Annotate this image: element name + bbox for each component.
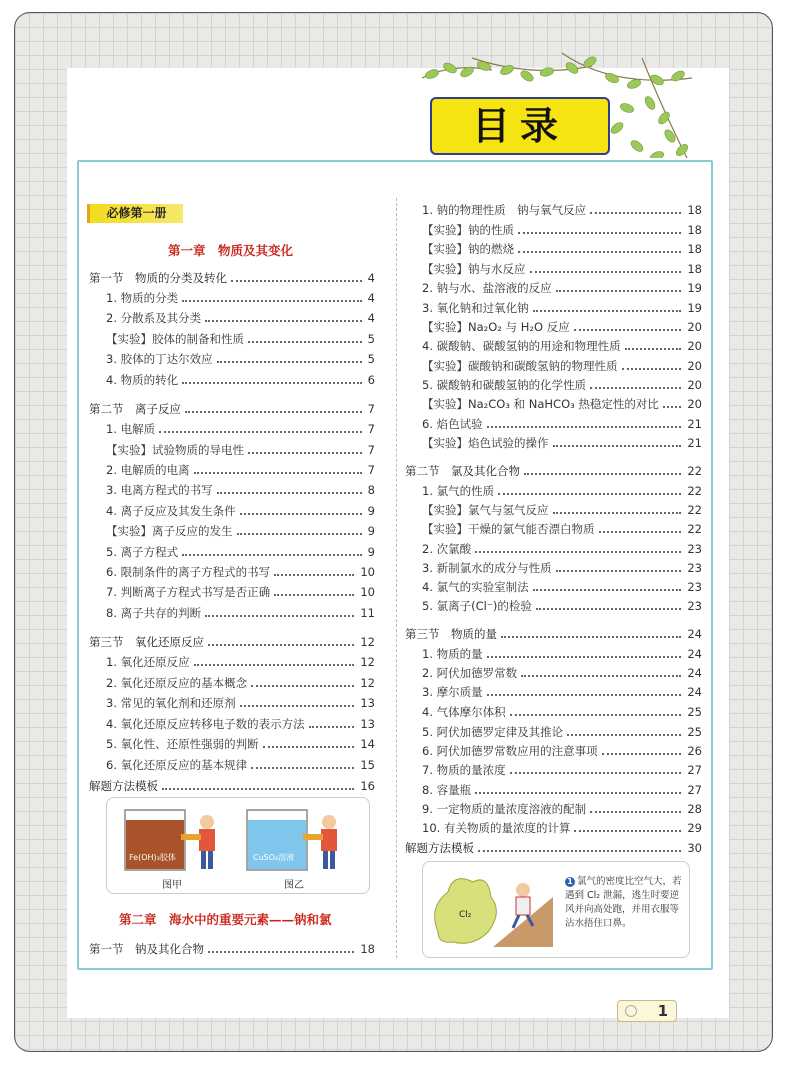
toc-row-label: 5. 氯离子(Cl⁻)的检验 (422, 599, 532, 613)
toc-row-page: 24 (687, 666, 702, 680)
toc-row-page: 4 (367, 291, 375, 305)
toc-row-page: 26 (687, 744, 702, 758)
toc-row-page: 21 (687, 436, 702, 450)
toc-row[interactable] (422, 541, 702, 557)
toc-row-label: 1. 物质的量 (422, 647, 483, 661)
toc-row-page: 18 (687, 242, 702, 256)
toc-row[interactable] (422, 665, 702, 681)
leader-dots (159, 431, 362, 433)
toc-row-label: 10. 有关物质的量浓度的计算 (422, 821, 571, 835)
toc-row[interactable] (106, 503, 375, 519)
toc-row-label: 5. 氧化性、还原性强弱的判断 (106, 737, 259, 751)
toc-row-label: 【实验】试验物质的导电性 (106, 443, 244, 457)
toc-row-page: 24 (687, 627, 702, 641)
leader-dots (205, 320, 362, 322)
toc-row-label: 5. 离子方程式 (106, 545, 179, 559)
leader-dots (240, 513, 362, 515)
toc-row-label: 【实验】钠与水反应 (422, 262, 526, 276)
leader-dots (237, 533, 362, 535)
toc-row[interactable] (106, 564, 375, 580)
toc-row-page: 23 (687, 599, 702, 613)
toc-row-label: 4. 离子反应及其发生条件 (106, 504, 236, 518)
leader-dots (182, 554, 362, 556)
figure-caption-a: 图甲 (162, 880, 182, 891)
toc-row[interactable] (106, 523, 375, 539)
toc-row-label: 1. 氧化还原反应 (106, 655, 190, 669)
toc-row-label: 2. 电解质的电离 (106, 463, 190, 477)
toc-row-page: 24 (687, 647, 702, 661)
toc-row[interactable] (422, 502, 702, 518)
toc-row-page: 24 (687, 685, 702, 699)
book-label: 必修第一册 (87, 204, 183, 223)
toc-row-label: 2. 氧化还原反应的基本概念 (106, 676, 248, 690)
toc-row[interactable] (106, 372, 375, 388)
leader-dots (194, 472, 362, 474)
chlorine-note (565, 875, 685, 931)
chapter-2-heading: 第二章 海水中的重要元素——钠和氯 (119, 912, 332, 927)
toc-row[interactable] (89, 401, 375, 417)
chapter-1-heading: 第一章 物质及其变化 (168, 243, 294, 258)
toc-row[interactable] (422, 762, 702, 778)
leader-dots (518, 232, 681, 234)
leader-dots (567, 734, 681, 736)
toc-row-page: 22 (687, 522, 702, 536)
toc-row-page: 10 (360, 585, 375, 599)
toc-row-label: 【实验】胶体的制备和性质 (106, 332, 244, 346)
leader-dots (536, 608, 681, 610)
toc-row-page: 20 (687, 378, 702, 392)
toc-row-label: 1. 电解质 (106, 422, 156, 436)
toc-row[interactable] (422, 202, 702, 218)
toc-row-label: 8. 离子共存的判断 (106, 606, 202, 620)
leader-dots (478, 850, 681, 852)
toc-row[interactable] (422, 483, 702, 499)
toc-row[interactable] (106, 736, 375, 752)
toc-row-page: 12 (360, 655, 375, 669)
toc-row[interactable] (106, 421, 375, 437)
toc-row-label: 【实验】干燥的氯气能否漂白物质 (422, 522, 595, 536)
toc-row[interactable] (422, 358, 702, 374)
chlorine-tip-figure (422, 861, 690, 958)
leader-dots (599, 531, 682, 533)
gas-label: Cl₂ (459, 910, 472, 920)
leader-dots (510, 772, 682, 774)
toc-row-page: 28 (687, 802, 702, 816)
toc-row[interactable] (405, 840, 702, 856)
toc-row-page: 27 (687, 763, 702, 777)
leader-dots (251, 767, 354, 769)
toc-row-label: 解题方法模板 (89, 779, 158, 793)
leader-dots (498, 493, 681, 495)
leader-dots (309, 726, 355, 728)
toc-row-label: 第三节 物质的量 (405, 627, 497, 641)
toc-row-label: 8. 容量瓶 (422, 783, 472, 797)
toc-row-label: 6. 限制条件的离子方程式的书写 (106, 565, 271, 579)
leader-dots (590, 387, 681, 389)
toc-row-page: 23 (687, 542, 702, 556)
leader-dots (590, 212, 681, 214)
toc-row[interactable] (422, 280, 702, 296)
beaker-b-label: CuSO₄溶液 (253, 853, 295, 862)
toc-row-page: 7 (367, 443, 375, 457)
toc-row[interactable] (106, 331, 375, 347)
leader-dots (487, 426, 682, 428)
toc-row-label: 3. 电离方程式的书写 (106, 483, 213, 497)
leader-dots (521, 675, 681, 677)
toc-row-label: 6. 焰色试验 (422, 417, 483, 431)
toc-row-page: 27 (687, 783, 702, 797)
toc-row[interactable] (422, 782, 702, 798)
chlorine-escape-illustration-icon (423, 862, 563, 957)
toc-row-label: 7. 判断离子方程式书写是否正确 (106, 585, 271, 599)
toc-row-label: 5. 碳酸钠和碳酸氢钠的化学性质 (422, 378, 587, 392)
leader-dots (251, 685, 354, 687)
leader-dots (487, 694, 682, 696)
toc-row-label: 1. 氯气的性质 (422, 484, 495, 498)
toc-row-label: 【实验】Na₂O₂ 与 H₂O 反应 (422, 320, 570, 334)
toc-row-label: 2. 钠与水、盐溶液的反应 (422, 281, 552, 295)
leader-dots (622, 368, 682, 370)
toc-row[interactable] (106, 584, 375, 600)
page-logo-icon (625, 1005, 637, 1017)
toc-row-label: 【实验】氯气与氢气反应 (422, 503, 549, 517)
toc-row-label: 6. 阿伏加德罗常数应用的注意事项 (422, 744, 598, 758)
toc-row-label: 第三节 氧化还原反应 (89, 635, 204, 649)
leader-dots (182, 300, 362, 302)
toc-row[interactable] (106, 290, 375, 306)
toc-row-label: 3. 氧化钠和过氧化钠 (422, 301, 529, 315)
toc-row-label: 第一节 钠及其化合物 (89, 942, 204, 956)
toc-row-page: 22 (687, 484, 702, 498)
toc-row-label: 3. 新制氯水的成分与性质 (422, 561, 552, 575)
toc-row-label: 第二节 离子反应 (89, 402, 181, 416)
leader-dots (533, 310, 682, 312)
column-divider (396, 198, 397, 958)
leader-dots (217, 492, 362, 494)
leader-dots (240, 705, 355, 707)
colloid-figure (106, 797, 370, 894)
toc-row-page: 6 (367, 373, 375, 387)
toc-row[interactable] (405, 626, 702, 642)
toc-row[interactable] (89, 270, 375, 286)
toc-row[interactable] (106, 654, 375, 670)
leader-dots (194, 664, 355, 666)
toc-row[interactable] (422, 416, 702, 432)
toc-row[interactable] (106, 605, 375, 621)
leader-dots (602, 753, 682, 755)
toc-row-page: 14 (360, 737, 375, 751)
beaker-experiment-icon (107, 798, 369, 893)
toc-row-label: 第二节 氯及其化合物 (405, 464, 520, 478)
toc-row[interactable] (422, 521, 702, 537)
toc-row-label: 3. 胶体的丁达尔效应 (106, 352, 213, 366)
toc-row-page: 11 (360, 606, 375, 620)
toc-row-label: 【实验】离子反应的发生 (106, 524, 233, 538)
leader-dots (475, 551, 681, 553)
leader-dots (524, 473, 681, 475)
toc-row-page: 7 (367, 422, 375, 436)
toc-row[interactable] (106, 310, 375, 326)
leader-dots (590, 811, 681, 813)
toc-row-label: 9. 一定物质的量浓度溶液的配制 (422, 802, 587, 816)
toc-row-label: 1. 钠的物理性质 钠与氧气反应 (422, 203, 587, 217)
toc-row-page: 9 (367, 545, 375, 559)
toc-row-page: 18 (687, 203, 702, 217)
toc-row-label: 4. 碳酸钠、碳酸氢钠的用途和物理性质 (422, 339, 621, 353)
leader-dots (553, 512, 682, 514)
leader-dots (205, 615, 354, 617)
leader-dots (487, 656, 682, 658)
leader-dots (248, 341, 362, 343)
leader-dots (556, 290, 682, 292)
info-icon: 1 (565, 877, 575, 887)
page-number: 1 (657, 1002, 668, 1020)
toc-row-page: 29 (687, 821, 702, 835)
toc-title-box (430, 97, 610, 155)
toc-row-label: 4. 气体摩尔体积 (422, 705, 506, 719)
toc-row-label: 2. 分散系及其分类 (106, 311, 202, 325)
toc-row-page: 19 (687, 301, 702, 315)
toc-row-label: 3. 摩尔质量 (422, 685, 483, 699)
toc-row-page: 21 (687, 417, 702, 431)
toc-row-page: 18 (687, 262, 702, 276)
toc-row[interactable] (422, 801, 702, 817)
toc-row-page: 20 (687, 359, 702, 373)
toc-row-label: 4. 氧化还原反应转移电子数的表示方法 (106, 717, 305, 731)
toc-row-page: 9 (367, 524, 375, 538)
toc-row-label: 【实验】钠的性质 (422, 223, 514, 237)
toc-row-page: 23 (687, 580, 702, 594)
toc-row-page: 15 (360, 758, 375, 772)
toc-row[interactable] (106, 462, 375, 478)
toc-row-page: 12 (360, 676, 375, 690)
toc-row[interactable] (422, 579, 702, 595)
toc-row[interactable] (106, 695, 375, 711)
toc-row[interactable] (422, 598, 702, 614)
toc-row-page: 7 (367, 463, 375, 477)
leader-dots (556, 570, 682, 572)
toc-row[interactable] (422, 560, 702, 576)
page-number-badge (617, 1000, 677, 1022)
toc-row-page: 8 (367, 483, 375, 497)
leader-dots (553, 445, 682, 447)
toc-row-page: 30 (687, 841, 702, 855)
leader-dots (501, 636, 681, 638)
toc-row[interactable] (422, 300, 702, 316)
toc-row-page: 23 (687, 561, 702, 575)
toc-row[interactable] (422, 319, 702, 335)
toc-row-label: 7. 物质的量浓度 (422, 763, 506, 777)
toc-row[interactable] (106, 544, 375, 560)
toc-row-label: 【实验】Na₂CO₃ 和 NaHCO₃ 热稳定性的对比 (422, 397, 659, 411)
toc-row[interactable] (89, 778, 375, 794)
toc-row[interactable] (422, 396, 702, 412)
beaker-a-label: Fe(OH)₃胶体 (129, 853, 176, 862)
leader-dots (510, 714, 682, 716)
leader-dots (274, 594, 354, 596)
toc-row-page: 22 (687, 464, 702, 478)
leader-dots (217, 361, 362, 363)
toc-row[interactable] (422, 222, 702, 238)
toc-row-page: 13 (360, 717, 375, 731)
toc-row-page: 5 (367, 332, 375, 346)
leader-dots (574, 830, 681, 832)
toc-row-label: 2. 阿伏加德罗常数 (422, 666, 518, 680)
toc-row-page: 13 (360, 696, 375, 710)
toc-row-page: 4 (367, 271, 375, 285)
toc-row[interactable] (422, 820, 702, 836)
toc-row[interactable] (405, 463, 702, 479)
toc-row-page: 12 (360, 635, 375, 649)
toc-row-page: 25 (687, 705, 702, 719)
leader-dots (533, 589, 682, 591)
toc-row[interactable] (106, 675, 375, 691)
toc-row-page: 5 (367, 352, 375, 366)
leader-dots (248, 452, 362, 454)
toc-row-label: 5. 阿伏加德罗定律及其推论 (422, 725, 564, 739)
toc-row[interactable] (422, 704, 702, 720)
toc-row-page: 19 (687, 281, 702, 295)
toc-row-label: 3. 常见的氧化剂和还原剂 (106, 696, 236, 710)
leader-dots (185, 411, 362, 413)
toc-row-page: 20 (687, 397, 702, 411)
toc-title: 目录 (471, 104, 568, 148)
toc-row[interactable] (89, 634, 375, 650)
toc-row-label: 2. 次氯酸 (422, 542, 472, 556)
leader-dots (182, 382, 362, 384)
toc-row[interactable] (106, 351, 375, 367)
leader-dots (663, 406, 681, 408)
toc-row[interactable] (422, 261, 702, 277)
leader-dots (263, 746, 355, 748)
toc-row-label: 1. 物质的分类 (106, 291, 179, 305)
toc-row[interactable] (422, 743, 702, 759)
toc-row-page: 10 (360, 565, 375, 579)
toc-row[interactable] (106, 757, 375, 773)
chlorine-note-text: 氯气的密度比空气大，若遇到 Cl₂ 泄漏，逃生时要逆风并向高处跑，并用衣服等沾水捂住口鼻。 (565, 876, 682, 929)
toc-row-page: 25 (687, 725, 702, 739)
toc-row-page: 18 (360, 942, 375, 956)
leader-dots (231, 280, 362, 282)
toc-row-label: 解题方法模板 (405, 841, 474, 855)
toc-row[interactable] (422, 646, 702, 662)
toc-row-page: 9 (367, 504, 375, 518)
toc-row[interactable] (422, 724, 702, 740)
leader-dots (625, 348, 682, 350)
toc-row-page: 7 (367, 402, 375, 416)
leader-dots (162, 788, 354, 790)
toc-row[interactable] (422, 241, 702, 257)
toc-row-page: 22 (687, 503, 702, 517)
toc-row-label: 【实验】焰色试验的操作 (422, 436, 549, 450)
figure-caption-b: 图乙 (284, 880, 304, 891)
toc-row[interactable] (422, 338, 702, 354)
toc-row-label: 【实验】钠的燃烧 (422, 242, 514, 256)
toc-row[interactable] (89, 941, 375, 957)
toc-row[interactable] (106, 482, 375, 498)
toc-row-page: 16 (360, 779, 375, 793)
toc-row-label: 4. 氯气的实验室制法 (422, 580, 529, 594)
leader-dots (530, 271, 682, 273)
toc-row[interactable] (422, 684, 702, 700)
leader-dots (208, 951, 354, 953)
toc-row[interactable] (106, 442, 375, 458)
leader-dots (574, 329, 682, 331)
leader-dots (518, 251, 681, 253)
toc-row-label: 6. 氧化还原反应的基本规律 (106, 758, 248, 772)
leader-dots (475, 792, 681, 794)
leader-dots (274, 574, 354, 576)
toc-row[interactable] (422, 377, 702, 393)
toc-row-page: 20 (687, 320, 702, 334)
toc-row[interactable] (422, 435, 702, 451)
toc-row-label: 【实验】碳酸钠和碳酸氢钠的物理性质 (422, 359, 618, 373)
leader-dots (208, 644, 354, 646)
toc-row-label: 4. 物质的转化 (106, 373, 179, 387)
toc-row[interactable] (106, 716, 375, 732)
toc-row-page: 4 (367, 311, 375, 325)
toc-row-page: 20 (687, 339, 702, 353)
toc-row-page: 18 (687, 223, 702, 237)
toc-row-label: 第一节 物质的分类及转化 (89, 271, 227, 285)
